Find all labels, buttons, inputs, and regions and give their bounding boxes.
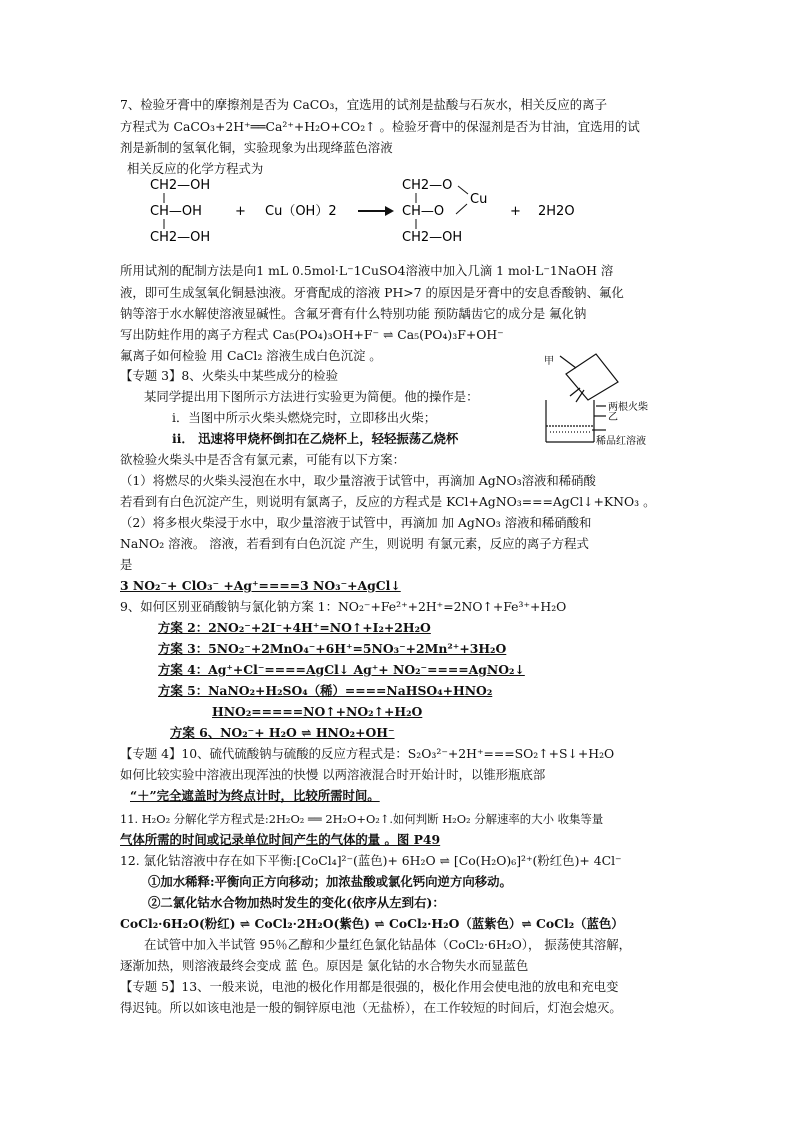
q13-line-2: 得迟钝。所以如该电池是一般的铜锌原电池（无盐桥），在工作较短的时间后，灯泡会熄灭。: [120, 1000, 622, 1015]
q7-line-8: 写出防蛀作用的离子方程式 Ca₅(PO₄)₃OH+F⁻ ⇌ Ca₅(PO₄)₃F+OH⁻: [120, 327, 504, 342]
q11-line-1: 11. H₂O₂ 分解化学方程式是:2H₂O₂ ══ 2H₂O+O₂↑.如何判断 H₂O₂ 分解速率的大小 收集等量: [120, 812, 604, 826]
q9-line-7: 方案 6、NO₂⁻+ H₂O ⇌ HNO₂+OH⁻: [170, 725, 395, 740]
q12-line-5: 在试管中加入半试管 95％乙醇和少量红色氯化钴晶体（CoCl₂·6H₂O）， 振荡使其溶解，: [144, 937, 632, 952]
q8-line-10: 是: [120, 557, 133, 572]
reaction-arrow: [358, 206, 394, 216]
q8-line-1: 【专题 3】8、火柴头中某些成分的检验: [120, 368, 338, 383]
q8-line-8: （2）将多根火柴浸于水中，取少量溶液于试管中，再滴加 加 AgNO₃ 溶液和稀硝酸和: [120, 515, 592, 530]
left-ch2oh-top: CH2—OH: [150, 178, 211, 193]
q8-line-7: 若看到有白色沉淀产生，则说明有氯离子，反应的方程式是 KCl+AgNO₃===AgCl↓+KNO₃ 。: [120, 494, 656, 509]
q11-line-2: 气体所需的时间或记录单位时间产生的气体的量 。图 P49: [120, 832, 441, 847]
right-ch2o-top: CH2—O: [402, 178, 453, 193]
q8-line-6: （1）将燃尽的火柴头浸泡在水中，取少量溶液于试管中，再滴加 AgNO₃溶液和稀硝酸: [120, 473, 596, 488]
q9-line-6: HNO₂=====NO↑+NO₂↑+H₂O: [212, 704, 423, 719]
q7-line-1: 7、检验牙膏中的摩擦剂是否为 CaCO₃，宜选用的试剂是盐酸与石灰水，相关反应的离子: [120, 97, 607, 112]
q8-line-9: NaNO₂ 溶液。 溶液，若看到有白色沉淀 产生，则说明 有氯元素，反应的离子方程式: [120, 536, 589, 551]
q12-line-1: 12. 氯化钴溶液中存在如下平衡:[CoCl₄]²⁻(蓝色)+ 6H₂O ⇌ [Co(H₂O)₆]²⁺(粉红色)+ 4Cl⁻: [120, 853, 622, 868]
q12-line-3: ②二氯化钴水合物加热时发生的变化(依序从左到右)：: [148, 895, 445, 910]
q10-line-1: 【专题 4】10、硫代硫酸钠与硫酸的反应方程式是：S₂O₃²⁻+2H⁺===SO₂↑+S↓+H₂O: [120, 746, 615, 761]
q8-line-5: 欲检验火柴头中是否含有氯元素，可能有以下方案：: [120, 452, 405, 467]
q7-line-5: 所用试剂的配制方法是向1 mL 0.5mol·L⁻1CuSO4溶液中加入几滴 1 mol·L⁻1NaOH 溶: [120, 263, 614, 278]
q13-line-1: 【专题 5】13、一般来说，电池的极化作用都是很强的，极化作用会使电池的放电和充电变: [120, 979, 619, 994]
label-beaker-a: 甲: [544, 356, 554, 367]
plus-sign-2: +: [510, 204, 521, 219]
q7-line-3: 剂是新制的氢氧化铜，实验现象为出现绛蓝色溶液: [120, 140, 393, 155]
q10-line-3: “＋”完全遮盖时为终点计时，比较所需时间。: [130, 788, 380, 803]
right-cho: CH—O: [402, 204, 445, 219]
left-choh: CH—OH: [150, 204, 202, 219]
label-magenta-solution: 稀品红溶液: [596, 436, 646, 447]
plus-sign-1: +: [235, 204, 246, 219]
right-ch2oh-bottom: CH2—OH: [402, 230, 463, 245]
q12-line-2: ①加水稀释:平衡向正方向移动；加浓盐酸或氯化钙向逆方向移动。: [148, 874, 512, 889]
reagent-cu-oh2: Cu（OH）2: [265, 204, 337, 219]
copper-label: Cu: [470, 192, 488, 207]
q9-line-4: 方案 4：Ag⁺+Cl⁻====AgCl↓ Ag⁺+ NO₂⁻====AgNO₂↓: [158, 662, 525, 677]
q8-line-4: ⅱ． 迅速将甲烧杯倒扣在乙烧杯上，轻轻振荡乙烧杯: [172, 431, 459, 446]
water-product: 2H2O: [538, 204, 575, 219]
q7-line-6: 液，即可生成氢氧化铜悬浊液。牙膏配成的溶液 PH>7 的原因是牙膏中的安息香酸钠、氟化: [120, 285, 624, 300]
match-beaker-figure: [536, 352, 686, 452]
q8-line-2: 某同学提出用下图所示方法进行实验更为简便。他的操作是：: [144, 389, 479, 404]
left-ch2oh-bottom: CH2—OH: [150, 230, 211, 245]
q7-line-9: 氟离子如何检验 用 CaCl₂ 溶液生成白色沉淀 。: [120, 348, 382, 363]
q10-line-2: 如何比较实验中溶液出现浑浊的快慢 以两溶液混合时开始计时，以锥形瓶底部: [120, 767, 546, 782]
q9-line-3: 方案 3：5NO₂⁻+2MnO₄⁻+6H⁺=5NO₃⁻+2Mn²⁺+3H₂O: [158, 641, 507, 656]
q8-line-3: ⅰ．当图中所示火柴头燃烧完时，立即移出火柴；: [172, 410, 437, 425]
glycerol-copper-reaction-diagram: [140, 174, 600, 254]
q12-line-6: 逐渐加热，则溶液最终会变成 蓝 色。原因是 氯化钴的水合物失水而显蓝色: [120, 958, 529, 973]
q7-line-2: 方程式为 CaCO₃+2H⁺══Ca²⁺+H₂O+CO₂↑ 。检验牙膏中的保湿剂是否为甘油，宜选用的试: [120, 119, 640, 134]
q9-line-2: 方案 2：2NO₂⁻+2I⁻+4H⁺=NO↑+I₂+2H₂O: [158, 620, 431, 635]
q9-line-1: 9、如何区别亚硝酸钠与氯化钠方案 1：NO₂⁻+Fe²⁺+2H⁺=2NO↑+Fe³⁺+H₂O: [120, 599, 567, 614]
q7-line-7: 钠等溶于水水解使溶液显碱性。含氟牙膏有什么特别功能 预防龋齿它的成分是 氟化钠: [120, 306, 587, 321]
label-two-matches: 两根火柴: [608, 402, 648, 413]
q12-line-4: CoCl₂·6H₂O(粉红) ⇌ CoCl₂·2H₂O(紫色) ⇌ CoCl₂·H₂O（蓝紫色）⇌ CoCl₂（蓝色）: [120, 916, 624, 931]
q8-line-11: 3 NO₂⁻+ ClO₃⁻ +Ag⁺====3 NO₃⁻+AgCl↓: [120, 578, 401, 593]
q9-line-5: 方案 5：NaNO₂+H₂SO₄（稀）====NaHSO₄+HNO₂: [158, 683, 493, 698]
q7-line-4: 相关反应的化学方程式为: [127, 161, 264, 176]
label-beaker-b: 乙: [608, 412, 618, 423]
